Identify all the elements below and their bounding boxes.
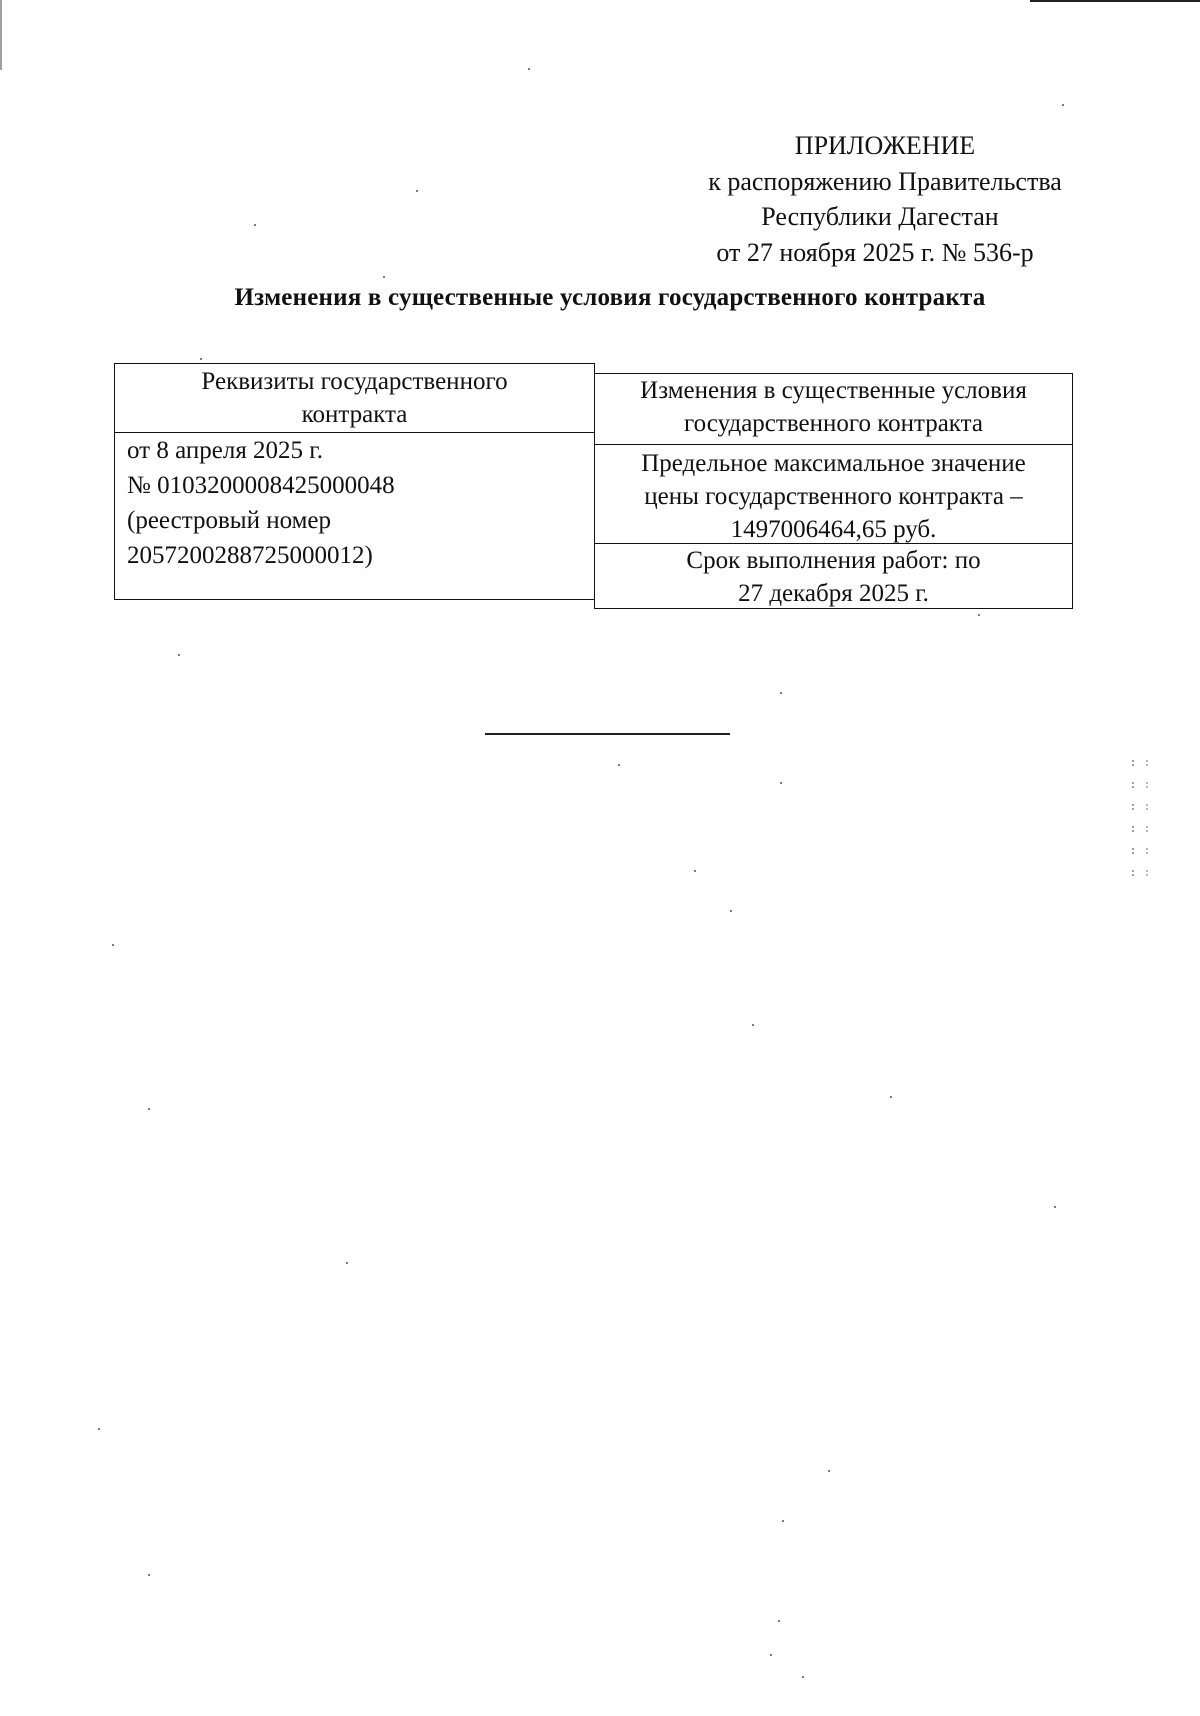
appendix-header: [640, 128, 1080, 270]
scan-speck: [802, 1676, 804, 1678]
scan-speck: [978, 614, 980, 616]
appendix-order-line: к распоряжению Правительства: [708, 166, 1062, 196]
scan-speck: [890, 1096, 892, 1098]
header-line: Изменения в существенные условия: [640, 377, 1027, 404]
appendix-region-line: Республики Дагестан: [761, 202, 999, 231]
table-cell-price-change: [594, 444, 1073, 544]
scan-speck: [98, 1428, 100, 1430]
scan-edge-line-left: [0, 0, 2, 70]
scan-edge-line: [1030, 0, 1200, 2]
scan-speck: [1054, 1206, 1056, 1208]
scan-speck: [1062, 104, 1064, 106]
price-value: 1497006464,65 руб.: [730, 516, 937, 543]
table-cell-contract-details: [114, 432, 595, 600]
scan-speck: [200, 358, 202, 360]
scan-speck: [730, 910, 732, 912]
scan-speck: [782, 1520, 784, 1522]
scan-speck: [346, 1262, 348, 1264]
scan-speck: [780, 692, 782, 694]
price-line: цены государственного контракта –: [644, 483, 1023, 510]
scan-speck: [416, 190, 418, 192]
registry-label: (реестровый номер: [127, 507, 332, 534]
registry-number: 2057200288725000012): [127, 542, 373, 569]
scan-speck: [112, 944, 114, 946]
header-line: государственного контракта: [684, 410, 983, 437]
scan-speck: [148, 1108, 150, 1110]
contract-date: от 8 апреля 2025 г.: [127, 437, 323, 464]
scan-speck: [178, 654, 180, 656]
table-cell-deadline-change: [594, 543, 1073, 609]
appendix-title: ПРИЛОЖЕНИЕ: [794, 131, 976, 160]
appendix-date-line: от 27 ноября 2025 г. № 536-р: [716, 237, 1034, 267]
scan-speck: [618, 764, 620, 766]
deadline-line: Срок выполнения работ: по: [686, 547, 981, 574]
scan-speck: [528, 68, 530, 70]
scan-speck: [383, 276, 385, 278]
scan-speck: [254, 224, 256, 226]
scan-speck: [828, 1470, 830, 1472]
scan-speck: [694, 870, 696, 872]
scan-edge-marks: [1132, 760, 1148, 910]
price-line: Предельное максимальное значение: [641, 450, 1026, 477]
header-line: контракта: [301, 401, 408, 428]
header-line: Реквизиты государственного: [201, 368, 508, 395]
table-header-changes: [594, 373, 1073, 445]
table-header-contract-details: [114, 363, 595, 433]
scan-speck: [148, 1574, 150, 1576]
scan-speck: [770, 1654, 772, 1656]
deadline-date: 27 декабря 2025 г.: [738, 580, 929, 607]
end-separator-line: [485, 733, 730, 735]
contract-number: № 0103200008425000048: [127, 472, 395, 499]
document-title: Изменения в существенные условия государственного контракта: [234, 284, 986, 311]
changes-table: [114, 363, 1073, 607]
scan-speck: [778, 1620, 780, 1622]
scan-speck: [780, 782, 782, 784]
scan-speck: [752, 1024, 754, 1026]
